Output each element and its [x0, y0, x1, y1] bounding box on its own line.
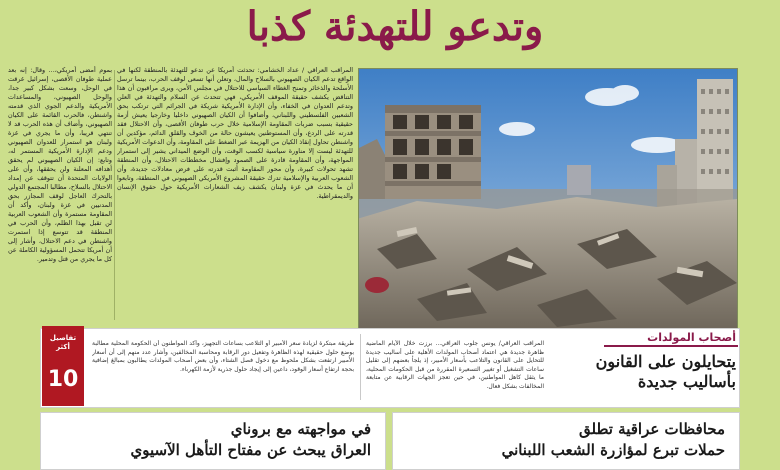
page-reference-ribbon[interactable]: [42, 326, 84, 406]
article-column-left: بموم أمضى أمريكي،... وقال: إنه بعد عملية طوفان الأقصى، إسرائيل غرقت في الوحل، وسعت بشكل كبير جدا، والوحل الصهيوني، والمساعدات الأمريكية والدعم الجوي الذي قدمته واشنطن، فالحرب القائمة على الكيان الصهيوني، وأضاف أن هذه الحرب قد لا تنتهي قريبا، وأن ما يجري في غزة ولبنان هو استمرار للعدوان الصهيوني ودعم الإدارة الأمريكية المستمر له، وتابع: إن الكيان الصهيوني لم يحقق أهدافه المعلنة ولن يحققها، وأن على الولايات المتحدة أن تتوقف عن إمداد الاحتلال بالسلاح، مطالبا المجتمع الدولي بالتحرك العاجل لوقف المجازر بحق المدنيين في غزة ولبنان، وأكد أن المقاومة مستمرة وأن الشعوب العربية لن تقبل بهذا الظلم، وأن الحرب في المنطقة قد تتوسع إذا استمرت واشنطن في دعم الاحتلال، وأشار إلى أن أمريكا تتحمل المسؤولية الكاملة عن كل ما يجري من قتل وتدمير.: [8, 66, 112, 263]
band-title-line-2: بأساليب جديدة: [637, 372, 736, 391]
kicker-underline: [604, 345, 738, 347]
band-title-line-1: يتحايلون على القانون: [595, 352, 736, 371]
band-title: [552, 352, 736, 396]
teaser-football-line-2: العراق يبحث عن مفتاح التأهل الآسيوي: [130, 441, 371, 459]
teaser-football-line-1: في مواجهته مع بروناي: [230, 420, 371, 438]
teaser-card-lebanon[interactable]: [392, 412, 740, 470]
column-divider: [114, 70, 115, 320]
teaser-lebanon-line-1: محافظات عراقية تطلق: [579, 420, 725, 438]
teaser-title-lebanon: [405, 419, 725, 461]
band-kicker: أصحاب المولدات: [647, 331, 736, 344]
destroyed-buildings-photo: [358, 68, 738, 330]
page-headline: وتدعو للتهدئة كذبا: [246, 3, 544, 50]
rubble-illustration: [358, 69, 737, 330]
teaser-title-football: [51, 419, 371, 461]
teaser-card-football[interactable]: [40, 412, 386, 470]
article-column-main: المراقب العراقي / عداد الخشامي: تحدثت أمريكا عن تدعو للتهدئة بالمنطقة لكنها في الواقع تدعم الكيان الصهيوني بالسلاح والمال، وتعلن أنها تسعى لوقف الحرب، بينما ترسل الأسلحة والذخائر وتمنح الغطاء السياسي للاحتلال في مجلس الأمن، ويرى مراقبون أن هذا التناقض يكشف حقيقة الموقف الأمريكي، فهي تتحدث عن السلام والتهدئة في العلن وتدعم العدوان في الخفاء، وأن الإدارة الأمريكية شريكة في الجرائم التي ترتكب بحق الشعبين الفلسطيني واللبناني، وأضافوا أن الكيان الصهيوني داخليا وخارجيا يعيش أزمة حقيقية بسبب ضربات المقاومة الإسلامية خلال حرب طوفان الأقصى، وأن الاحتلال فقد قدرته على الردع، وأن المستوطنين يعيشون حالة من الخوف والقلق الدائم، مؤكدين أن واشنطن تحاول إنقاذ الكيان من الهزيمة عبر الضغط على المقاومة، وأن الدعوات الأمريكية للتهدئة ليست إلا مناورة سياسية لكسب الوقت، وأن الوضع الميداني يشير إلى استمرار المواجهة، وأن المقاومة قادرة على الصمود وإفشال مخططات الاحتلال، وأن المنطقة تشهد تحولات كبيرة، وأن محور المقاومة أثبت قدرته على فرض معادلات جديدة، وأن الشعوب العربية والإسلامية تدرك حقيقة المشروع الأمريكي الصهيوني في المنطقة، وتابعوا أن ما يحدث في غزة ولبنان يكشف زيف الشعارات الأمريكية حول حقوق الإنسان والديمقراطية.: [117, 66, 353, 200]
teaser-lebanon-line-2: حملات تبرع لمؤازرة الشعب اللبناني: [501, 441, 725, 459]
ribbon-page-number: 10: [47, 367, 79, 392]
band-divider: [360, 334, 361, 400]
band-article-text-left: طريقة مبتكرة لزيادة سعر الأمبير أو التلاعب بساعات التجهيز، وأكد المواطنون أن الحكومة المحلية مطالبة بوضع حلول حقيقية لهذه الظاهرة وتفعيل دور الرقابة ومحاسبة المخالفين، وأشار عدد منهم إلى أن أسعار الأمبير ارتفعت بشكل ملحوظ مع دخول فصل الشتاء، وأن بعض أصحاب المولدات يطالبون بمبالغ إضافية بحجة ارتفاع أسعار الوقود، داعين إلى إيجاد حلول جذرية لأزمة الكهرباء.: [92, 340, 354, 373]
ribbon-text: تفاصيل أكثر: [49, 334, 77, 351]
band-article-text-right: المراقب العراقي/ يونس جلوب العراقي... برزت خلال الأيام الماضية ظاهرة جديدة هي اعتماد أصحاب المولدات الأهلية على أساليب جديدة للتحايل على القانون والتلاعب بأسعار الأمبير، إذ يلجأ بعضهم إلى تقليل ساعات التشغيل أو تغيير التسعيرة المقررة من قبل الحكومات المحلية، ما يثقل كاهل المواطنين، في حين تعجز الجهات الرقابية عن متابعة المخالفات بشكل فعال.: [366, 340, 544, 390]
